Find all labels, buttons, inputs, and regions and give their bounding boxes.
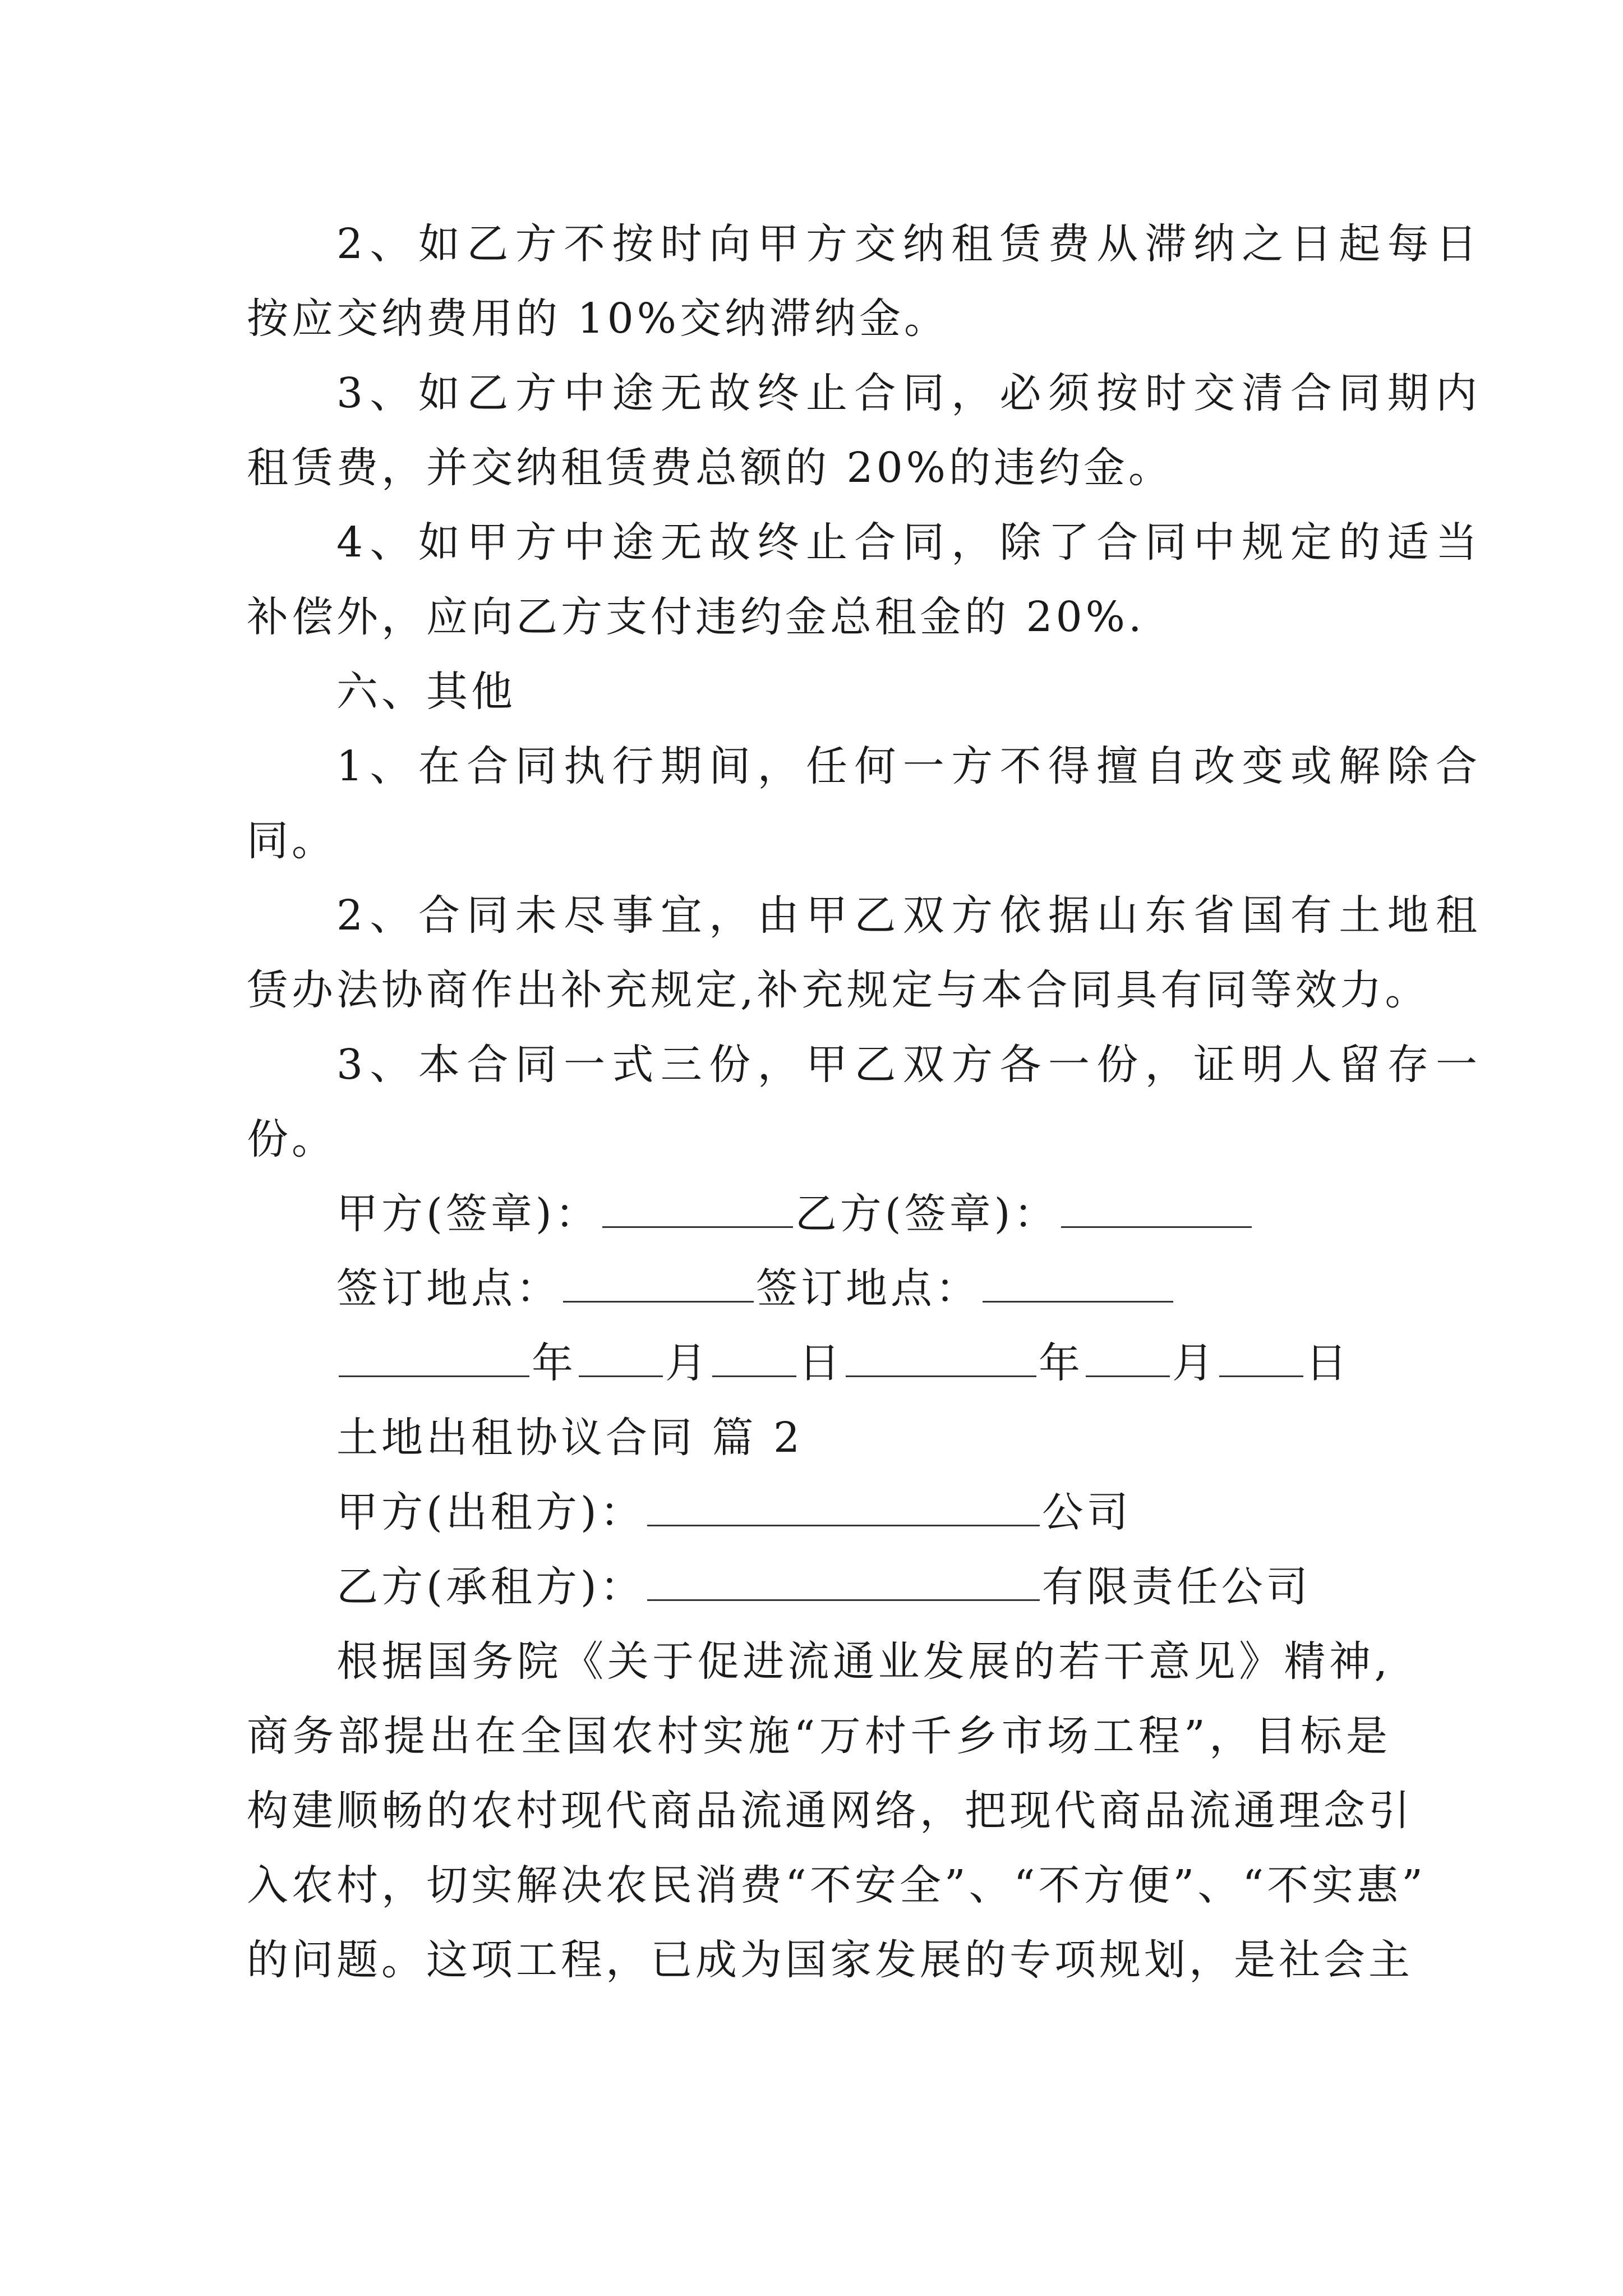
signing-place-a-blank — [563, 1262, 754, 1303]
party-a-seal-label: 甲方(签章)： — [336, 1190, 600, 1238]
section-2-body-line-1: 根据国务院《关于促进流通业发展的若干意见》精神, — [336, 1637, 1391, 1686]
clause-2-line-2: 按应交纳费用的 10%交纳滞纳金。 — [247, 295, 949, 343]
section-2-body-line-2: 商务部提出在全国农村实施“万村千乡市场工程”，目标是 — [247, 1712, 1391, 1760]
other-clause-3-line-1: 3、本合同一式三份，甲乙双方各一份，证明人留存一 — [336, 1041, 1481, 1089]
party-b-seal-blank — [1061, 1187, 1252, 1228]
other-clause-1-line-2: 同。 — [247, 817, 336, 865]
clause-2-line-1: 2、如乙方不按时向甲方交纳租赁费从滞纳之日起每日 — [336, 220, 1481, 268]
year-b-blank — [846, 1336, 1036, 1377]
clause-3-line-2: 租赁费，并交纳租赁费总额的 20%的违约金。 — [247, 444, 1173, 492]
other-clause-2-line-1: 2、合同未尽事宜，由甲乙双方依据山东省国有土地租 — [336, 891, 1481, 940]
signing-place-a-label: 签订地点： — [336, 1264, 561, 1313]
clause-3-line-1: 3、如乙方中途无故终止合同，必须按时交清合同期内 — [336, 369, 1481, 417]
lessee-suffix: 有限责任公司 — [1041, 1563, 1311, 1611]
section-heading-other: 六、其他 — [336, 668, 516, 716]
section-2-body-line-3: 构建顺畅的农村现代商品流通网络，把现代商品流通理念引 — [247, 1787, 1413, 1835]
section-2-body-line-4: 入农村，切实解决农民消费“不安全”、“不方便”、“不实惠” — [247, 1861, 1426, 1910]
day-a-blank — [712, 1336, 796, 1377]
date-row — [336, 1335, 1481, 1391]
day-b-label: 日 — [1306, 1339, 1350, 1387]
year-a-blank — [339, 1336, 529, 1377]
lessee-blank — [647, 1560, 1040, 1601]
year-a-label: 年 — [532, 1339, 577, 1387]
other-clause-2-line-2: 赁办法协商作出补充规定,补充规定与本合同具有同等效力。 — [247, 966, 1430, 1014]
lessee-label: 乙方(承租方)： — [336, 1563, 645, 1611]
lessor-blank — [647, 1485, 1040, 1526]
lessor-label: 甲方(出租方)： — [336, 1488, 645, 1536]
party-b-seal-label: 乙方(签章)： — [795, 1190, 1059, 1238]
other-clause-1-line-1: 1、在合同执行期间，任何一方不得擅自改变或解除合 — [336, 742, 1481, 790]
clause-4-line-1: 4、如甲方中途无故终止合同，除了合同中规定的适当 — [336, 518, 1481, 567]
party-a-seal-blank — [602, 1187, 793, 1228]
section-2-title: 土地出租协议合同 篇 2 — [336, 1414, 804, 1462]
month-a-label: 月 — [665, 1339, 710, 1387]
lessor-suffix: 公司 — [1041, 1488, 1132, 1536]
signature-row — [336, 1186, 1481, 1242]
day-b-blank — [1219, 1336, 1303, 1377]
year-b-label: 年 — [1039, 1339, 1083, 1387]
signing-place-row — [336, 1260, 1481, 1317]
day-a-label: 日 — [799, 1339, 843, 1387]
clause-4-line-2: 补偿外，应向乙方支付违约金总租金的 20%. — [247, 593, 1145, 641]
month-b-label: 月 — [1172, 1339, 1217, 1387]
lessor-row — [336, 1484, 1481, 1540]
section-2-body-line-5: 的问题。这项工程，已成为国家发展的专项规划，是社会主 — [247, 1936, 1413, 1984]
lessee-row — [336, 1559, 1481, 1615]
month-a-blank — [579, 1336, 663, 1377]
other-clause-3-line-2: 份。 — [247, 1115, 336, 1163]
signing-place-b-label: 签订地点： — [756, 1264, 980, 1313]
month-b-blank — [1086, 1336, 1170, 1377]
signing-place-b-blank — [983, 1262, 1173, 1303]
